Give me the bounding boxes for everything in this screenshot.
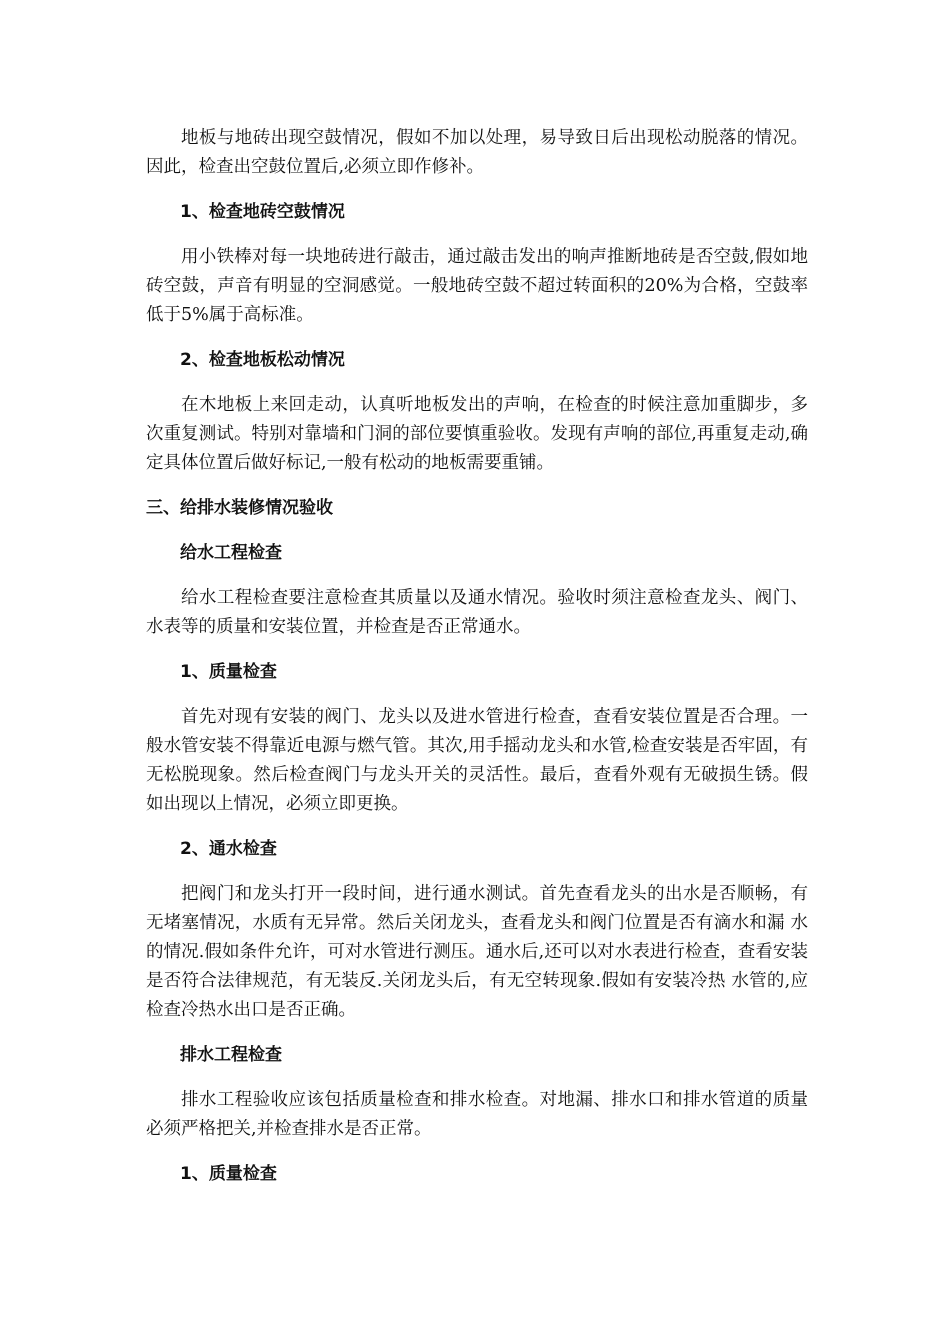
heading-quality-check: 1、质量检查 <box>180 662 277 682</box>
paragraph-gap <box>146 523 808 539</box>
heading-quality-check-drainage: 1、质量检查 <box>180 1164 277 1184</box>
paragraph-gap <box>146 478 808 494</box>
paragraph-gap <box>146 864 808 880</box>
paragraph-gap <box>146 1025 808 1041</box>
document-body <box>146 124 808 1189</box>
paragraph-floor-hollow-intro: 地板与地砖出现空鼓情况，假如不加以处理，易导致日后出现松动脱落的情况。因此，检查出空鼓位置后,必须立即作修补。 <box>146 128 808 177</box>
paragraph-drainage-intro: 排水工程验收应该包括质量检查和排水检查。对地漏、排水口和排水管道的质量必须严格把关,并检查排水是否正常。 <box>146 1090 808 1139</box>
heading-drainage-check: 排水工程检查 <box>180 1045 282 1065</box>
paragraph-quality-check-supply: 首先对现有安装的阀门、龙头以及进水管进行检查，查看安装位置是否合理。一般水管安装不得靠近电源与燃气管。其次,用手摇动龙头和水管,检查安装是否牢固，有无松脱现象。然后检查阀门与龙头开关的灵活性。最后，查看外观有无破损生锈。假如出现以上情况，必须立即更换。 <box>146 707 808 814</box>
paragraph-gap <box>146 1070 808 1086</box>
heading-check-floor-loose: 2、检查地板松动情况 <box>180 350 345 370</box>
paragraph-gap <box>146 182 808 198</box>
paragraph-water-supply-intro: 给水工程检查要注意检查其质量以及通水情况。验收时须注意检查龙头、阀门、水表等的质量和安装位置，并检查是否正常通水。 <box>146 588 808 637</box>
paragraph-gap <box>146 375 808 391</box>
paragraph-gap <box>146 687 808 703</box>
paragraph-gap <box>146 568 808 584</box>
paragraph-water-flow-check: 把阀门和龙头打开一段时间，进行通水测试。首先查看龙头的出水是否顺畅，有无堵塞情况，水质有无异常。然后关闭龙头，查看龙头和阀门位置是否有滴水和漏 水的情况.假如条件允许，可对水管进行测压。通水后,还可以对水表进行检查，查看安装是否符合法律规范，有无装反.关闭龙头后，有无空转现象.假如有安装冷热 水管的,应检查冷热水出口是否正确。 <box>146 884 808 1020</box>
paragraph-floor-loose-method: 在木地板上来回走动，认真听地板发出的声响，在检查的时候注意加重脚步，多次重复测试。特别对靠墙和门洞的部位要慎重验收。发现有声响的部位,再重复走动,确定具体位置后做好标记,一般有松动的地板需要重铺。 <box>146 395 808 473</box>
heading-water-flow-check: 2、通水检查 <box>180 839 277 859</box>
heading-check-tile-hollow: 1、检查地砖空鼓情况 <box>180 202 345 222</box>
paragraph-tile-hollow-method: 用小铁棒对每一块地砖进行敲击，通过敲击发出的响声推断地砖是否空鼓,假如地砖空鼓，声音有明显的空洞感觉。一般地砖空鼓不超过转面积的20%为合格，空鼓率低于5%属于高标准。 <box>146 247 808 325</box>
paragraph-gap <box>146 1144 808 1160</box>
paragraph-gap <box>146 819 808 835</box>
heading-section-water: 三、给排水装修情况验收 <box>146 498 333 518</box>
paragraph-gap <box>146 330 808 346</box>
paragraph-gap <box>146 642 808 658</box>
paragraph-gap <box>146 227 808 243</box>
heading-water-supply-check: 给水工程检查 <box>180 543 282 563</box>
